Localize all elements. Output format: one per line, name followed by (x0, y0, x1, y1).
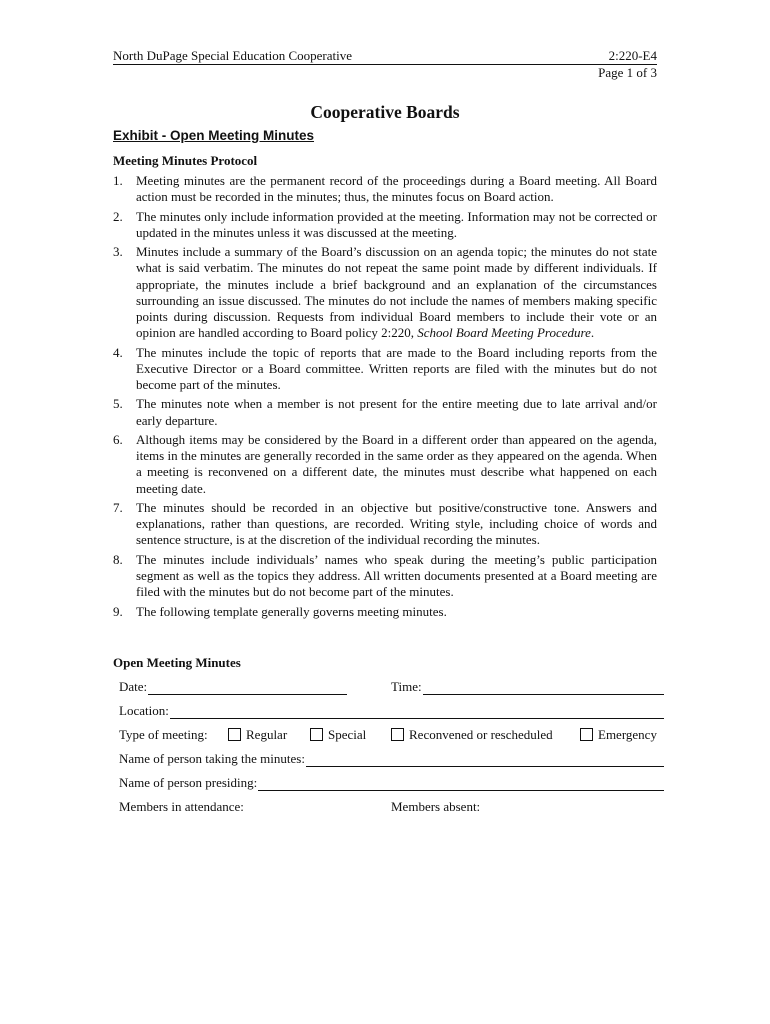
recorder-row (119, 750, 664, 770)
header-rule (113, 64, 657, 65)
list-item-text: Although items may be considered by the Board in a different order than appeared on the agenda, items in the minutes are generally recorded in the same order as they appeared on the agenda. When a meeting is reconvened on a different date, the minutes must describe what happened on each meeting date. (136, 431, 657, 496)
type-option-emergency[interactable] (580, 726, 657, 743)
list-item (113, 604, 657, 620)
emergency-option-label: Emergency (598, 727, 657, 742)
protocol-list (113, 173, 657, 623)
organization-name: North DuPage Special Education Cooperative (113, 48, 352, 63)
reconvened-option-label: Reconvened or rescheduled (409, 727, 553, 742)
location-input[interactable] (170, 704, 664, 719)
location-row (119, 702, 664, 722)
presiding-row (119, 774, 664, 794)
list-item-text: Minutes include a summary of the Board’s discussion on an agenda topic; the minutes do not state what is said verbatim. The minutes do not repeat the same point made by different individuals. If appropriate, the minutes include a brief background and an explanation of the circumstances surrounding an issue discussed. The minutes do not include the names of members making specific points during discussion. Requests from individual Board members to include their vote or an opinion are handled according to Board policy 2:220, (136, 244, 657, 341)
list-item (113, 244, 657, 341)
presiding-input[interactable] (258, 776, 664, 791)
date-label: Date: (119, 679, 148, 694)
recorder-input[interactable] (306, 752, 664, 767)
attendance-row (119, 798, 664, 818)
list-item-number: 9. (113, 603, 123, 619)
recorder-label: Name of person taking the minutes: (119, 751, 305, 766)
regular-option-label: Regular (246, 727, 288, 742)
list-item-number: 8. (113, 551, 123, 567)
protocol-heading: Meeting Minutes Protocol (113, 153, 258, 168)
type-option-special[interactable] (310, 726, 366, 743)
list-item-number: 4. (113, 344, 123, 360)
list-item-text: The minutes include individuals’ names who speak during the meeting’s public participation segment as well as the topics they address. All written documents presented at a Board meeting are filed with the minutes but do not become part of the minutes. (136, 551, 657, 600)
recorder-field (119, 750, 664, 767)
type-option-reconvened[interactable] (391, 726, 553, 743)
list-item (113, 396, 657, 428)
exhibit-title: Exhibit - Open Meeting Minutes (113, 128, 315, 143)
list-item-text: The minutes note when a member is not present for the entire meeting due to late arrival and/or early departure. (136, 396, 657, 428)
list-item-text-end: . (590, 325, 595, 341)
time-label: Time: (391, 679, 422, 694)
presiding-field (119, 774, 664, 791)
time-input[interactable] (423, 680, 664, 695)
list-item (113, 500, 657, 549)
list-item-number: 5. (113, 396, 123, 412)
list-item-number: 6. (113, 431, 123, 447)
list-item-number: 1. (113, 173, 123, 188)
list-item (113, 209, 657, 241)
special-option-label: Special (328, 727, 367, 742)
absent-label: Members absent: (391, 799, 481, 814)
emergency-checkbox[interactable] (580, 728, 593, 741)
document-title: Cooperative Boards (310, 102, 460, 122)
list-item-text: The following template generally governs meeting minutes. (136, 603, 447, 619)
date-time-row (119, 678, 664, 698)
location-label: Location: (119, 703, 169, 718)
page-header (113, 47, 657, 87)
list-item-number: 3. (113, 244, 123, 260)
list-item (113, 552, 657, 601)
type-option-regular[interactable] (228, 726, 287, 743)
policy-code: 2:220-E4 (608, 48, 657, 63)
list-item-text: The minutes include the topic of reports that are made to the Board including reports from the Executive Director or a Board committee. Written reports are filed with the minutes but do not become part of the minutes. (136, 344, 657, 392)
regular-checkbox[interactable] (228, 728, 241, 741)
date-field (119, 678, 347, 695)
list-item-number: 7. (113, 499, 123, 515)
presiding-label: Name of person presiding: (119, 775, 258, 790)
meeting-type-label: Type of meeting: (119, 727, 208, 742)
attendance-label: Members in attendance: (119, 799, 244, 814)
meeting-type-row (119, 726, 664, 746)
page-number: Page 1 of 3 (598, 65, 657, 80)
time-field (391, 678, 664, 695)
list-item (113, 173, 657, 205)
special-checkbox[interactable] (310, 728, 323, 741)
location-field (119, 702, 664, 719)
list-item-text: The minutes only include information provided at the meeting. Information may not be corrected or updated in the minutes unless it was discussed at the meeting. (136, 208, 657, 240)
list-item-text: Meeting minutes are the permanent record of the proceedings during a Board meeting. All Board action must be recorded in the minutes; thus, the minutes focus on Board action. (136, 173, 657, 205)
open-meeting-heading: Open Meeting Minutes (113, 655, 241, 670)
list-item-number: 2. (113, 208, 123, 224)
list-item (113, 345, 657, 394)
date-input[interactable] (148, 680, 347, 695)
list-item (113, 432, 657, 497)
policy-title-italic: School Board Meeting Procedure (417, 325, 591, 341)
reconvened-checkbox[interactable] (391, 728, 404, 741)
list-item-text: The minutes should be recorded in an objective but positive/constructive tone. Answers and explanations, rather than questions, are recorded. Writing style, including choice of words and sentence structure, is at the discretion of the individual recording the minutes. (136, 499, 657, 548)
